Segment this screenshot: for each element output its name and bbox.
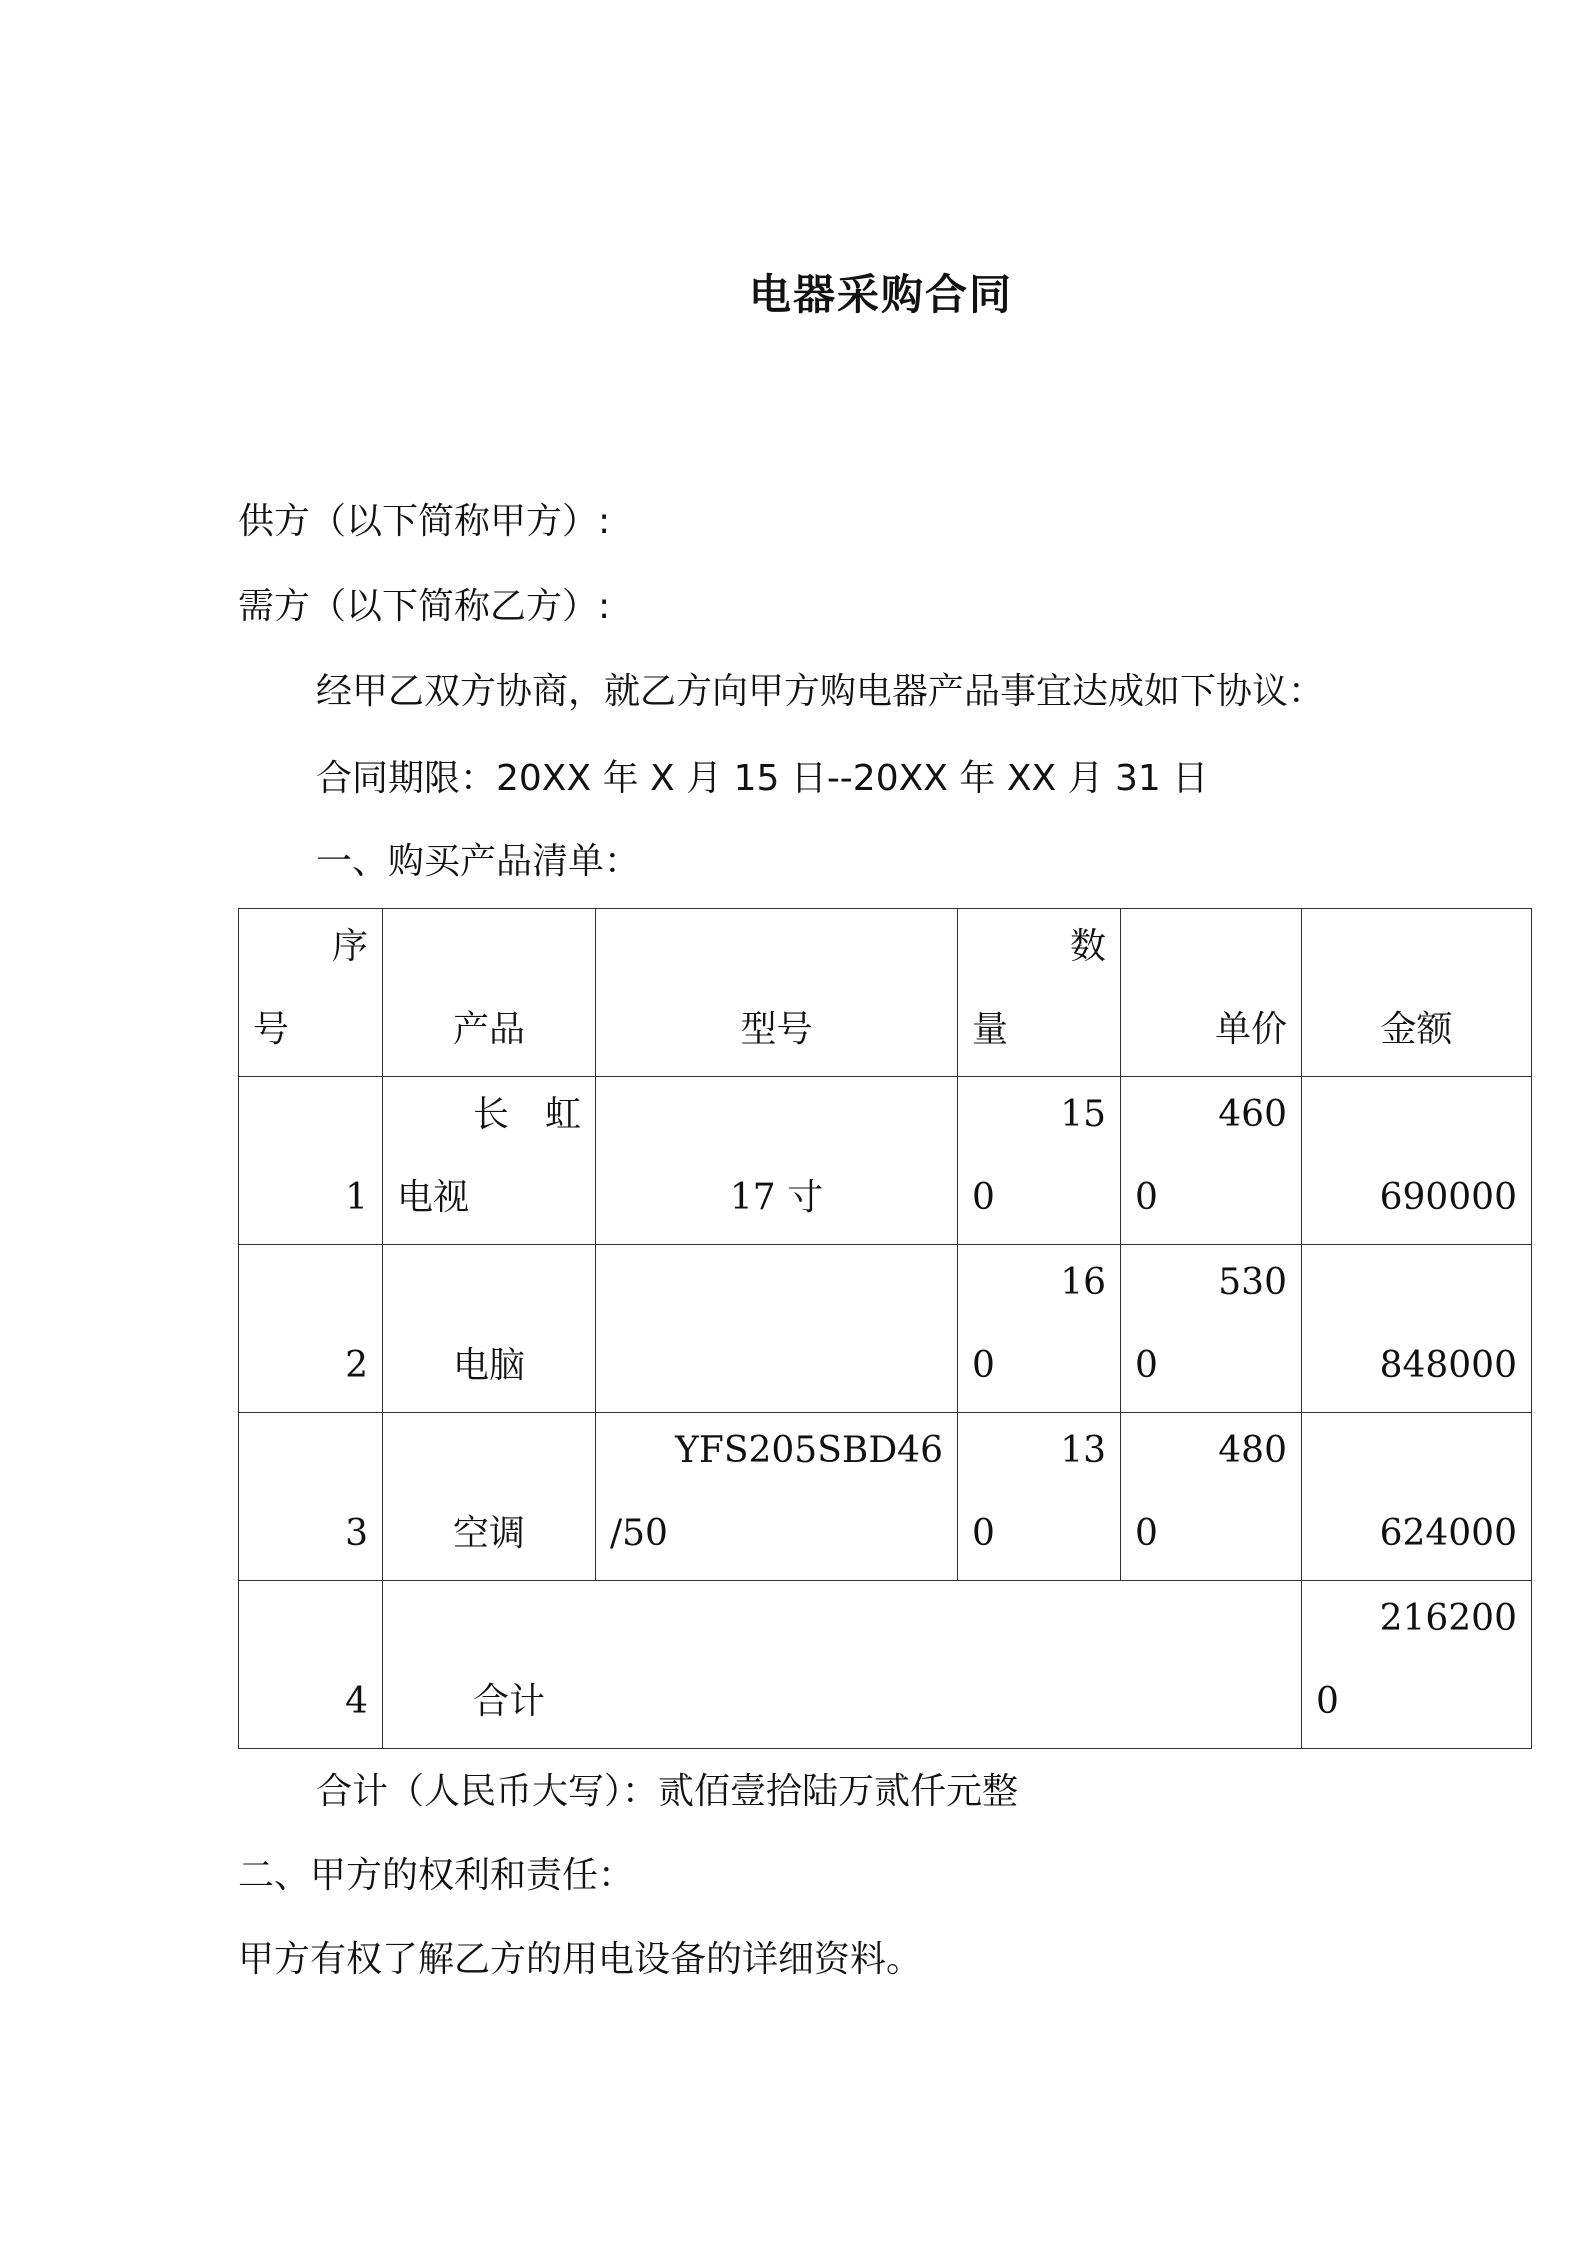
model-part2: 17 寸 (729, 1177, 824, 1218)
header-price: 单价 (1214, 1009, 1287, 1050)
amount-part2: 690000 (1379, 1177, 1517, 1218)
total-amount-part2: 0 (1316, 1681, 1339, 1722)
supplier-line: 供方（以下简称甲方）: (238, 501, 611, 542)
qty-part2: 0 (972, 1345, 995, 1386)
cell-no (239, 1245, 383, 1413)
cell-product (383, 1077, 596, 1245)
total-row (239, 1581, 1532, 1749)
row-number: 2 (345, 1345, 368, 1386)
table-row (239, 1245, 1532, 1413)
header-cell-product (383, 909, 596, 1077)
cell-qty (958, 1077, 1121, 1245)
price-part2: 0 (1135, 1513, 1158, 1554)
total-label-cell (383, 1581, 1302, 1749)
price-part1: 460 (1218, 1094, 1287, 1135)
cell-no (239, 1413, 383, 1581)
row-number: 4 (345, 1681, 368, 1722)
product-name-part2: 空调 (452, 1513, 525, 1554)
model-part1: YFS205SBD46 (675, 1430, 943, 1471)
qty-part2: 0 (972, 1513, 995, 1554)
cell-price (1121, 1413, 1302, 1581)
cell-amount (1302, 1413, 1532, 1581)
product-table (238, 908, 1532, 1749)
cell-product (383, 1413, 596, 1581)
total-amount-part1: 216200 (1379, 1598, 1517, 1639)
header-cell-price (1121, 909, 1302, 1077)
qty-part2: 0 (972, 1177, 995, 1218)
section1-heading: 一、购买产品清单： (316, 841, 641, 882)
header-cell-no (239, 909, 383, 1077)
cell-model (596, 1245, 958, 1413)
header-amount: 金额 (1380, 1009, 1453, 1050)
cell-product (383, 1245, 596, 1413)
header-qty-char1: 数 (1069, 926, 1106, 967)
product-name-part2: 电脑 (452, 1345, 525, 1386)
header-model: 型号 (740, 1009, 813, 1050)
model-part2: /50 (610, 1513, 668, 1554)
row-number: 1 (345, 1177, 368, 1218)
table-header-row (239, 909, 1532, 1077)
cell-no (239, 1077, 383, 1245)
contract-term: 合同期限：20XX 年 X 月 15 日--20XX 年 XX 月 31 日 (316, 758, 1209, 799)
qty-part1: 15 (1060, 1094, 1106, 1135)
amount-part2: 624000 (1379, 1513, 1517, 1554)
page-title: 电器采购合同 (748, 270, 1013, 319)
party-a-right: 甲方有权了解乙方的用电设备的详细资料。 (238, 1939, 923, 1980)
qty-part1: 16 (1060, 1262, 1106, 1303)
product-name-part2: 电视 (397, 1177, 470, 1218)
product-name-part1: 长 虹 (472, 1094, 581, 1135)
cell-price (1121, 1245, 1302, 1413)
intro-paragraph: 经甲乙双方协商，就乙方向甲方购电器产品事宜达成如下协议： (316, 671, 1325, 712)
section2-heading: 二、甲方的权利和责任： (238, 1855, 635, 1896)
cell-amount (1302, 1245, 1532, 1413)
cell-amount (1302, 1581, 1532, 1749)
header-cell-amount (1302, 909, 1532, 1077)
header-product: 产品 (452, 1009, 525, 1050)
cell-model (596, 1413, 958, 1581)
total-label: 合计 (473, 1681, 546, 1722)
header-no-char2: 号 (253, 1009, 290, 1050)
cell-qty (958, 1245, 1121, 1413)
price-part2: 0 (1135, 1345, 1158, 1386)
row-number: 3 (345, 1513, 368, 1554)
table-row (239, 1077, 1532, 1245)
cell-no (239, 1581, 383, 1749)
header-cell-qty (958, 909, 1121, 1077)
header-cell-model (596, 909, 958, 1077)
price-part1: 480 (1218, 1430, 1287, 1471)
cell-price (1121, 1077, 1302, 1245)
header-qty-char2: 量 (972, 1009, 1009, 1050)
header-no-char1: 序 (331, 926, 368, 967)
price-part1: 530 (1218, 1262, 1287, 1303)
amount-part2: 848000 (1379, 1345, 1517, 1386)
table-row (239, 1413, 1532, 1581)
cell-amount (1302, 1077, 1532, 1245)
total-in-words: 合计（人民币大写）：贰佰壹拾陆万贰仟元整 (316, 1771, 1019, 1812)
cell-qty (958, 1413, 1121, 1581)
price-part2: 0 (1135, 1177, 1158, 1218)
qty-part1: 13 (1060, 1430, 1106, 1471)
buyer-line: 需方（以下简称乙方）: (238, 586, 611, 627)
cell-model (596, 1077, 958, 1245)
